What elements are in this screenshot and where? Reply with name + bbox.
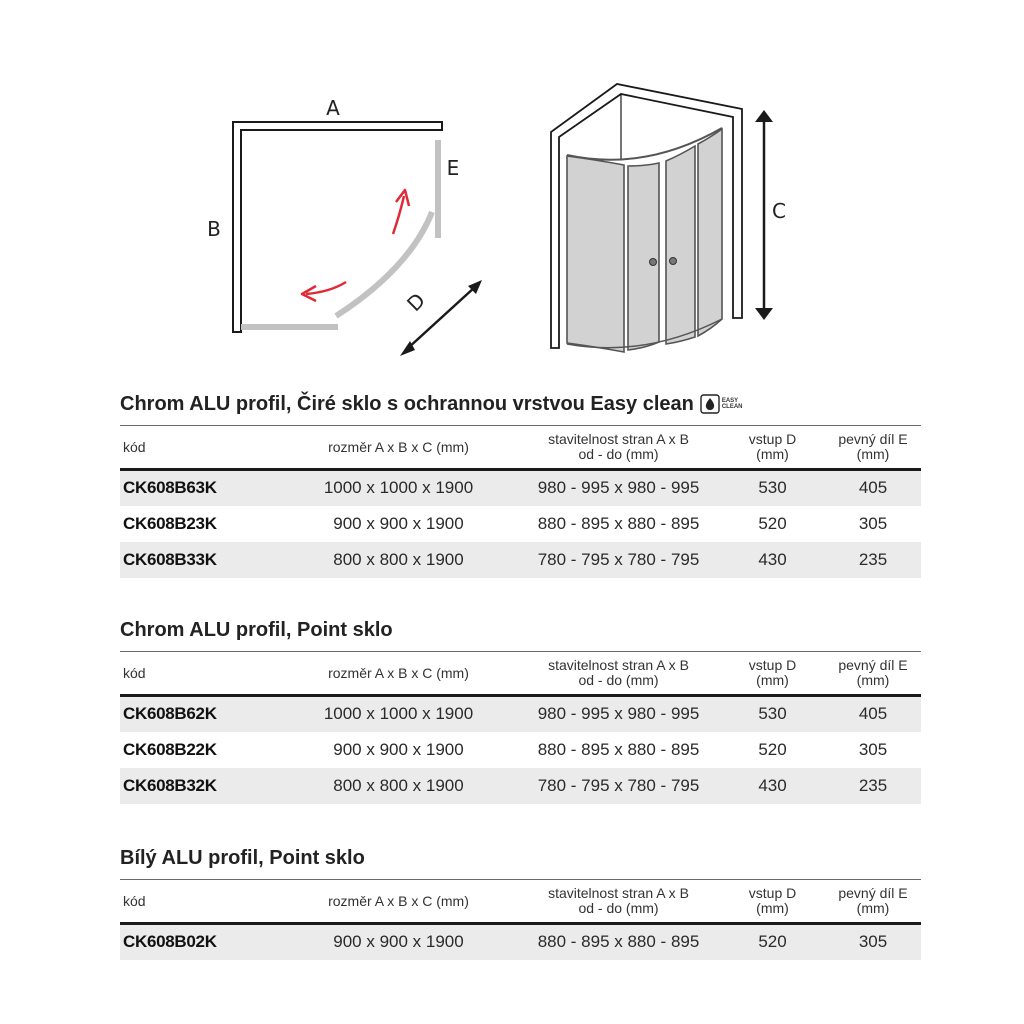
cell-vstup: 520 bbox=[758, 739, 787, 759]
col-header-stavitelnost: stavitelnost stran A x B od - do (mm) bbox=[548, 885, 689, 916]
cell-vstup: 530 bbox=[758, 478, 787, 498]
col-header-kod: kód bbox=[123, 438, 146, 455]
table-row bbox=[120, 924, 921, 960]
easy-clean-badge bbox=[700, 394, 743, 414]
cell-pevny: 405 bbox=[858, 704, 888, 724]
col-header-rozmer: rozměr A x B x C (mm) bbox=[328, 664, 469, 681]
table-header-row bbox=[120, 652, 921, 696]
label-c: C bbox=[772, 199, 786, 223]
cell-stavitelnost: 880 - 895 x 880 - 895 bbox=[537, 739, 700, 759]
cell-pevny: 305 bbox=[858, 739, 888, 759]
cell-pevny: 305 bbox=[858, 513, 888, 533]
section-title: Bílý ALU profil, Point sklo bbox=[120, 847, 365, 869]
table-header-row bbox=[120, 426, 921, 470]
table-row bbox=[120, 696, 921, 732]
table-header-row bbox=[120, 880, 921, 924]
cell-kod: CK608B02K bbox=[123, 932, 217, 952]
col-header-stavitelnost: stavitelnost stran A x B od - do (mm) bbox=[548, 657, 689, 688]
label-b: B bbox=[207, 217, 221, 241]
col-header-vstup: vstup D (mm) bbox=[748, 885, 797, 916]
cell-vstup: 430 bbox=[758, 549, 787, 569]
table-row bbox=[120, 470, 921, 506]
cell-vstup: 530 bbox=[758, 704, 787, 724]
section-title: Chrom ALU profil, Čiré sklo s ochrannou vrstvou Easy clean EASY CLEAN bbox=[120, 393, 743, 415]
cell-rozmer: 800 x 800 x 1900 bbox=[333, 549, 464, 569]
cell-kod: CK608B33K bbox=[123, 549, 217, 569]
col-header-stavitelnost: stavitelnost stran A x B od - do (mm) bbox=[548, 431, 689, 462]
cell-vstup: 520 bbox=[758, 932, 787, 952]
cell-kod: CK608B23K bbox=[123, 513, 217, 533]
col-header-pevny: pevný díl E (mm) bbox=[838, 885, 908, 916]
col-header-rozmer: rozměr A x B x C (mm) bbox=[328, 438, 469, 455]
col-header-kod: kód bbox=[123, 664, 146, 681]
col-header-kod: kód bbox=[123, 892, 146, 909]
easy-clean-text: EASY CLEAN bbox=[721, 398, 743, 410]
cell-stavitelnost: 880 - 895 x 880 - 895 bbox=[537, 513, 700, 533]
cell-stavitelnost: 780 - 795 x 780 - 795 bbox=[537, 549, 700, 569]
diagrams bbox=[0, 0, 1024, 380]
col-header-rozmer: rozměr A x B x C (mm) bbox=[328, 892, 469, 909]
cell-pevny: 235 bbox=[858, 549, 888, 569]
cell-rozmer: 1000 x 1000 x 1900 bbox=[323, 704, 474, 724]
cell-stavitelnost: 880 - 895 x 880 - 895 bbox=[537, 932, 700, 952]
col-header-vstup: vstup D (mm) bbox=[748, 431, 797, 462]
cell-rozmer: 900 x 900 x 1900 bbox=[333, 932, 464, 952]
section-title: Chrom ALU profil, Point sklo bbox=[120, 619, 393, 641]
label-d: D bbox=[402, 288, 430, 316]
table-row bbox=[120, 542, 921, 578]
label-a: A bbox=[326, 96, 340, 120]
cell-kod: CK608B62K bbox=[123, 704, 217, 724]
cell-pevny: 235 bbox=[858, 775, 888, 795]
section-point-white bbox=[120, 845, 921, 960]
section-easy-clean bbox=[120, 391, 921, 578]
water-drop-icon bbox=[700, 394, 720, 414]
product-table bbox=[120, 425, 921, 578]
cell-kod: CK608B32K bbox=[123, 775, 217, 795]
product-table bbox=[120, 879, 921, 960]
cell-pevny: 405 bbox=[858, 478, 888, 498]
cell-stavitelnost: 780 - 795 x 780 - 795 bbox=[537, 775, 700, 795]
col-header-vstup: vstup D (mm) bbox=[748, 657, 797, 688]
floor-plan-diagram bbox=[207, 96, 482, 356]
cell-rozmer: 900 x 900 x 1900 bbox=[333, 513, 464, 533]
col-header-pevny: pevný díl E (mm) bbox=[838, 657, 908, 688]
cell-stavitelnost: 980 - 995 x 980 - 995 bbox=[537, 478, 700, 498]
label-e: E bbox=[446, 156, 460, 180]
product-table bbox=[120, 651, 921, 804]
cell-stavitelnost: 980 - 995 x 980 - 995 bbox=[537, 704, 700, 724]
cell-vstup: 520 bbox=[758, 513, 787, 533]
cell-kod: CK608B63K bbox=[123, 478, 217, 498]
table-row bbox=[120, 768, 921, 804]
section-point-chrom bbox=[120, 617, 921, 804]
cell-vstup: 430 bbox=[758, 775, 787, 795]
perspective-diagram bbox=[551, 84, 786, 352]
col-header-pevny: pevný díl E (mm) bbox=[838, 431, 908, 462]
cell-pevny: 305 bbox=[858, 932, 888, 952]
table-row bbox=[120, 732, 921, 768]
cell-kod: CK608B22K bbox=[123, 739, 217, 759]
cell-rozmer: 1000 x 1000 x 1900 bbox=[323, 478, 474, 498]
cell-rozmer: 900 x 900 x 1900 bbox=[333, 739, 464, 759]
cell-rozmer: 800 x 800 x 1900 bbox=[333, 775, 464, 795]
table-row bbox=[120, 506, 921, 542]
